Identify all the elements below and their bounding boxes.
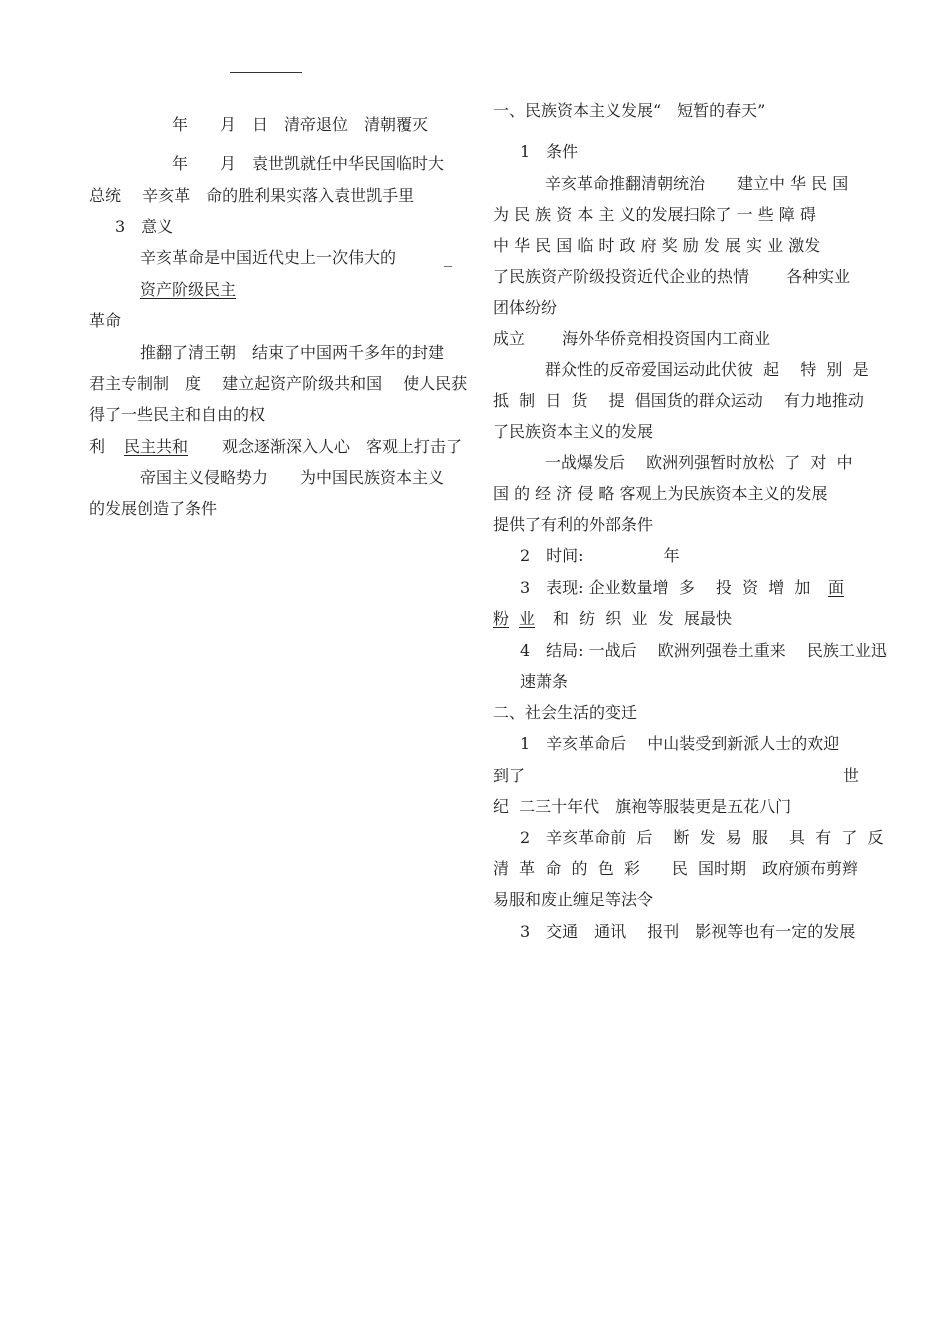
subsection-heading: 3 表现: 企业数量增 多 投 资 增 加 [520,578,811,597]
text-line: 的发展创造了条件 [89,499,218,518]
header-rule [230,72,302,73]
text-line: 革命 [89,311,122,330]
subsection-heading: 2 时间: 年 [520,546,680,565]
text-line: 群众性的反帝爱国运动此伏彼 起 特 别 是 [545,360,869,379]
text-line: 中 华 民 国 临 时 政 府 奖 励 发 展 实 业 激发 [493,236,821,255]
text-line: 和 纺 织 业 发 展最快 [553,609,732,628]
text-line: 观念逐渐深入人心 客观上打击了 [222,437,463,456]
text-line: 辛亥革命推翻清朝统治 建立中 华 民 国 [545,174,849,193]
text-line: 年 月 日 清帝退位 清朝覆灭 [172,115,429,134]
text-line: 3 交通 通讯 报刊 影视等也有一定的发展 [520,922,856,941]
text-line: 提供了有利的外部条件 [493,515,654,534]
text-line: 到了 [493,766,526,785]
text-line: 得了一些民主和自由的权 [89,405,266,424]
fill-in-answer: 业 [519,609,536,628]
text-line: 纪 二三十年代 旗袍等服装更是五花八门 [493,797,792,816]
section-heading: 二、社会生活的变迁 [493,703,638,722]
section-heading: 一、民族资本主义发展“ 短暂的春天” [493,101,766,120]
subsection-heading: 1 条件 [520,142,579,161]
text-line: 辛亥革命是中国近代史上一次伟大的 _ [140,248,453,267]
text-line: 君主专制制 度 建立起资产阶级共和国 使人民获 [89,374,468,393]
text-line: 清 革 命 的 色 彩 民 国时期 政府颁布剪辫 [493,859,859,878]
text-line: 国 的 经 济 侵 略 客观上为民族资本主义的发展 [493,484,828,503]
text-line: 总统 辛亥革 命的胜利果实落入袁世凯手里 [89,186,415,205]
section-heading: 3 意义 [115,217,174,236]
text-line: 抵 制 日 货 提 倡国货的群众运动 有力地推动 [493,391,864,410]
text-line: 易服和废止缠足等法令 [493,890,654,909]
fill-in-answer: 粉 [493,609,510,628]
text-line: 了民族资产阶级投资近代企业的热情 各种实业 [493,267,851,286]
text-line: 团体纷纷 [493,298,558,317]
fill-in-answer: 面 [828,578,845,597]
text-line: 利 [89,437,106,456]
subsection-heading: 4 结局: 一战后 欧洲列强卷土重来 民族工业迅 [520,641,887,660]
text-line: 世 [843,766,860,785]
text-line: 1 辛亥革命后 中山装受到新派人士的欢迎 [520,734,840,753]
fill-in-answer: 民主共和 [124,437,189,456]
text-line: 一战爆发后 欧洲列强暂时放松 了 对 中 [545,453,853,472]
text-line: 年 月 袁世凯就任中华民国临时大 [172,154,445,173]
text-line: 推翻了清王朝 结束了中国两千多年的封建 [140,343,445,362]
text-line: 帝国主义侵略势力 为中国民族资本主义 [140,468,445,487]
text-line: 为 民 族 资 本 主 义的发展扫除了 一 些 障 碍 [493,205,816,224]
text-line: 了民族资本主义的发展 [493,422,654,441]
text-line: 2 辛亥革命前 后 断 发 易 服 具 有 了 反 [520,828,884,847]
fill-in-answer: 资产阶级民主 [140,280,237,299]
text-line: 速萧条 [520,672,569,691]
text-line: 成立 海外华侨竞相投资国内工商业 [493,329,771,348]
